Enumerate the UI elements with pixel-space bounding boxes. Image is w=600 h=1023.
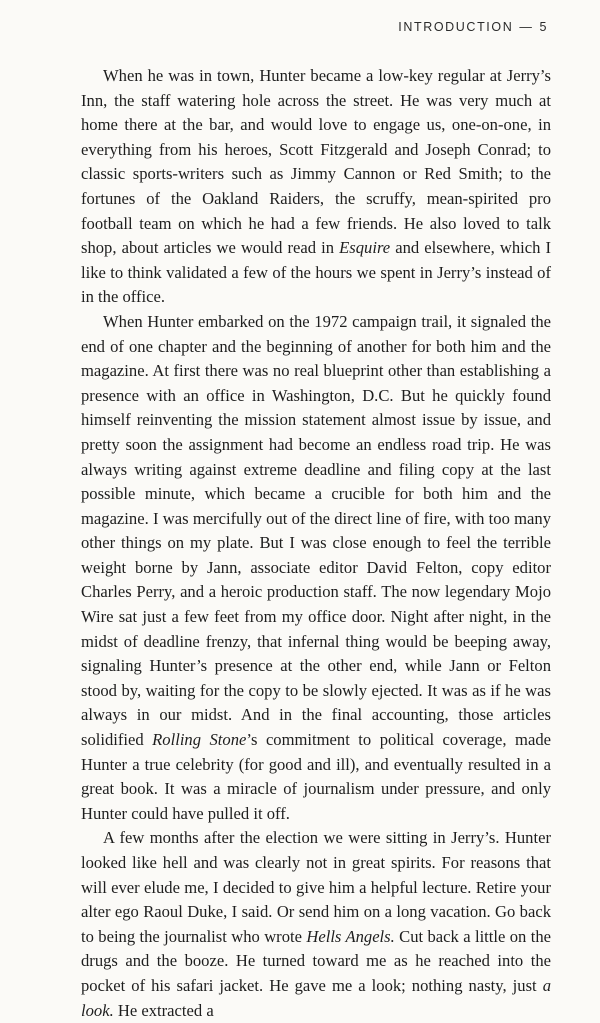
separator: — [519, 20, 534, 34]
text-run: ’s commitment to political coverage, made Hunter a true celebrity (for good and ill), and eventually resulted in a great book. It was a miracle of journalism under pressure, and only Hunter could have pulled it off. [81, 730, 551, 823]
body-text [81, 64, 551, 1023]
paragraph-2 [81, 310, 551, 826]
paragraph-1 [81, 64, 551, 310]
paragraph-3 [81, 826, 551, 1023]
italic-title: Hells Angels. [306, 926, 395, 946]
text-run: Cut back a little on the drugs and the booze. He turned toward me as he reached into the pocket of his safari jacket. He gave me a look; nothing nasty, just [81, 926, 551, 995]
section-title: INTRODUCTION [398, 20, 514, 34]
running-head [398, 20, 548, 34]
page-number: 5 [539, 20, 548, 34]
italic-title: Rolling Stone [152, 730, 247, 750]
text-run: A few months after the election we were sitting in Jerry’s. Hunter looked like hell and was clearly not in great spirits. For reasons that will ever elude me, I decided to give him a helpful lecture. Retire your alter ego Raoul Duke, I said. Or send him on a long vacation. Go back to being the journalist who wrote [81, 828, 551, 946]
text-run: When he was in town, Hunter became a low-key regular at Jerry’s Inn, the staff watering hole across the street. He was very much at home there at the bar, and would love to engage us, one-on-one, in everything from his heroes, Scott Fitzgerald and Joseph Conrad; to classic sports-writers such as Jimmy Cannon or Red Smith; to the fortunes of the Oakland Raiders, the scruffy, mean-spirited pro football team on which he had a few friends. He also loved to talk shop, about articles we would read in [81, 66, 551, 258]
text-run: and elsewhere, which I like to think validated a few of the hours we spent in Jerry’s instead of in the office. [81, 238, 551, 307]
text-run: He extracted a [113, 1000, 214, 1020]
italic-title: Esquire [339, 238, 391, 258]
italic-emphasis: a look. [81, 975, 551, 1020]
text-run: When Hunter embarked on the 1972 campaign trail, it signaled the end of one chapter and the beginning of another for both him and the magazine. At first there was no real blueprint other than establishing a presence with an office in Washington, D.C. But he quickly found himself reinventing the mission statement almost issue by issue, and pretty soon the assignment had become an endless road trip. He was always writing against extreme deadline and filing copy at the last possible minute, which became a crucible for both him and the magazine. I was mercifully out of the direct line of fire, with too many other things on my plate. But I was close enough to feel the terrible weight borne by Jann, associate editor David Felton, copy editor Charles Perry, and a heroic production staff. The now legendary Mojo Wire sat just a few feet from my office door. Night after night, in the midst of deadline frenzy, that infernal thing would be beeping away, signaling Hunter’s presence at the other end, while Jann or Felton stood by, waiting for the copy to be slowly ejected. It was as if he was always in our midst. And in the final accounting, those articles solidified [81, 311, 551, 750]
